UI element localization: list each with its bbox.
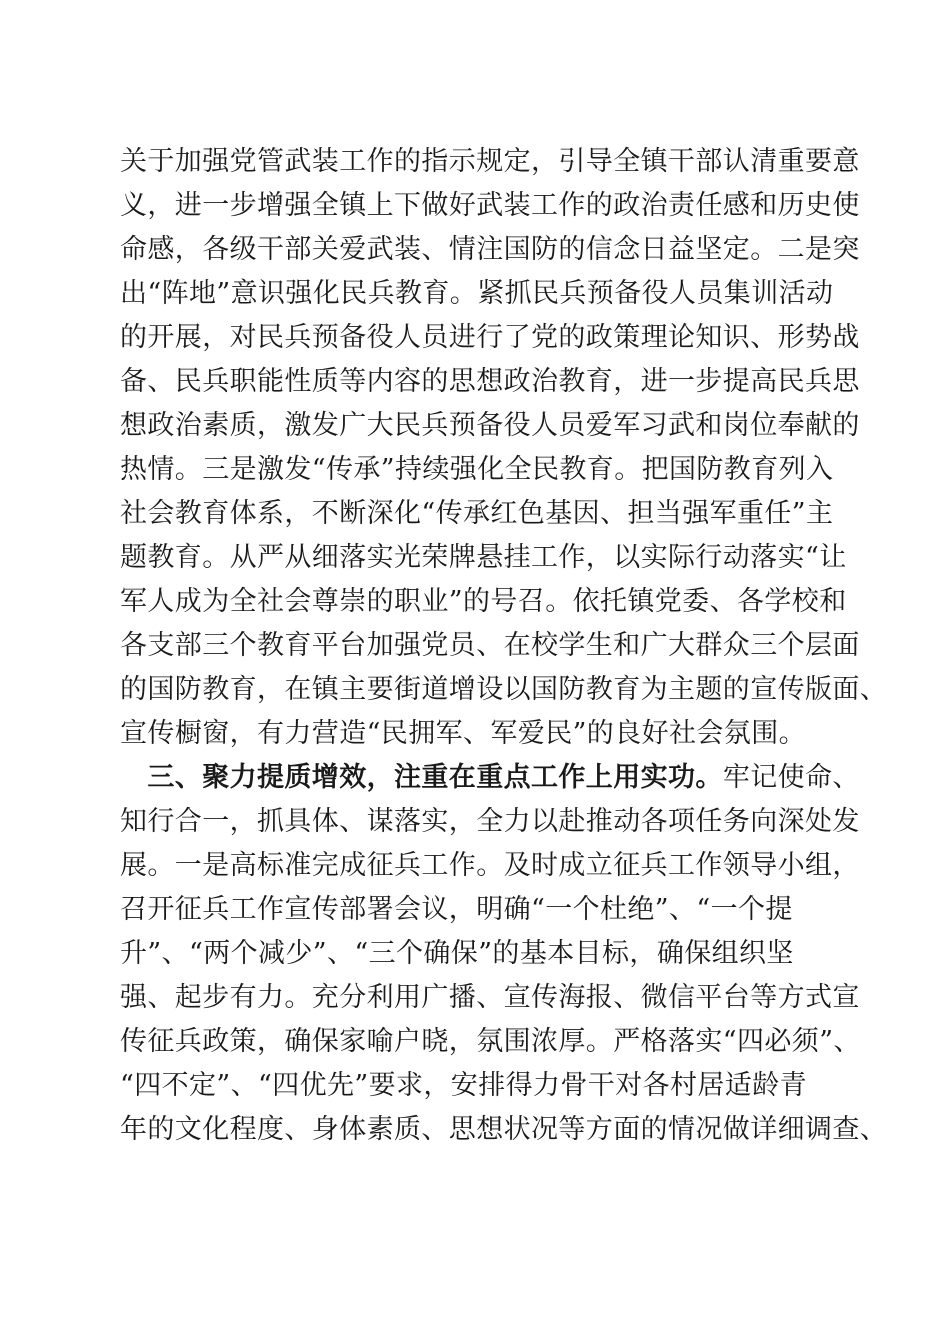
text-line: 备、民兵职能性质等内容的思想政治教育，进一步提高民兵思 (120, 366, 860, 397)
text-line: 强、起步有力。充分利用广播、宣传海报、微信平台等方式宣 (120, 982, 860, 1013)
text-line: 年的文化程度、身体素质、思想状况等方面的情况做详细调查、 (120, 1114, 888, 1145)
text-line: 召开征兵工作宣传部署会议，明确“一个杜绝”、“一个提 (120, 894, 793, 925)
section-heading: 三、聚力提质增效，注重在重点工作上用实功。 (147, 762, 723, 793)
text-line: 的开展，对民兵预备役人员进行了党的政策理论知识、形势战 (120, 322, 860, 353)
text-line: 知行合一，抓具体、谋落实，全力以赴推动各项任务向深处发 (120, 806, 860, 837)
text-line: 展。一是高标准完成征兵工作。及时成立征兵工作领导小组， (120, 850, 860, 881)
text-line: 题教育。从严从细落实光荣牌悬挂工作，以实际行动落实“让 (120, 542, 847, 573)
text-line: 义，进一步增强全镇上下做好武装工作的政治责任感和历史使 (120, 190, 860, 221)
text-line: 热情。三是激发“传承”持续强化全民教育。把国防教育列入 (120, 454, 834, 485)
section-heading-rest: 牢记使命、 (722, 762, 860, 793)
text-line: 命感，各级干部关爱武装、情注国防的信念日益坚定。二是突 (120, 234, 860, 265)
text-line: 想政治素质，激发广大民兵预备役人员爱军习武和岗位奉献的 (120, 410, 860, 441)
text-line: 宣传橱窗，有力营造“民拥军、军爱民”的良好社会氛围。 (120, 718, 807, 749)
text-line: 传征兵政策，确保家喻户晓，氛围浓厚。严格落实“四必须”、 (120, 1026, 861, 1057)
document-body (120, 140, 888, 1152)
text-line: 关于加强党管武装工作的指示规定，引导全镇干部认清重要意 (120, 146, 860, 177)
text-line: 的国防教育，在镇主要街道增设以国防教育为主题的宣传版面、 (120, 674, 888, 705)
text-line: 社会教育体系，不断深化“传承红色基因、担当强军重任”主 (120, 498, 834, 529)
text-line: “四不定”、“四优先”要求，安排得力骨干对各村居适龄青 (120, 1070, 808, 1101)
text-line: 升”、“两个减少”、“三个确保”的基本目标，确保组织坚 (120, 938, 794, 969)
text-line: 出“阵地”意识强化民兵教育。紧抓民兵预备役人员集训活动 (120, 278, 834, 309)
text-line: 军人成为全社会尊崇的职业”的号召。依托镇党委、各学校和 (120, 586, 847, 617)
text-line: 各支部三个教育平台加强党员、在校学生和广大群众三个层面 (120, 630, 860, 661)
section-heading-line (120, 756, 860, 800)
